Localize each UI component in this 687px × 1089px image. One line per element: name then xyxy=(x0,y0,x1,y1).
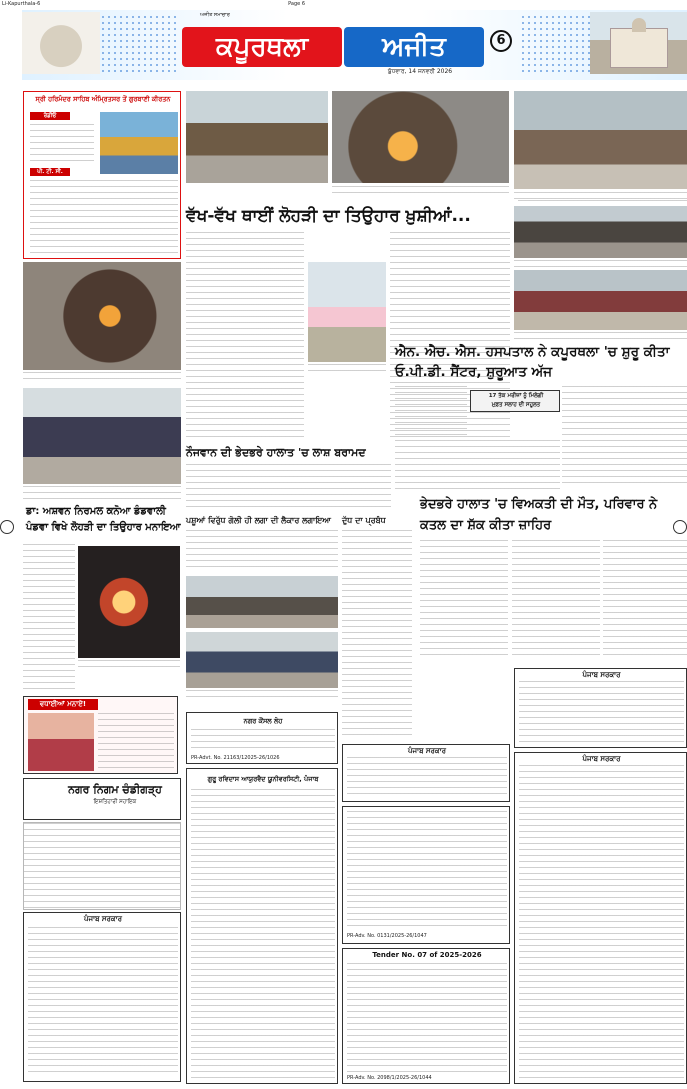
birds-text xyxy=(186,530,338,572)
women-group-photo xyxy=(514,270,687,330)
radio-label: ਰੇਡੀਓ xyxy=(30,112,70,120)
punjab-govt-title-mid: ਪੰਜਾਬ ਸਰਕਾਰ xyxy=(407,747,446,755)
girls-group-photo xyxy=(23,388,181,484)
caption-child xyxy=(308,364,386,374)
nagar-council-title: ਨਗਰ ਕੌਂਸਲ ਲੋਹ xyxy=(243,717,283,725)
caption-school xyxy=(78,660,180,670)
university-notice xyxy=(186,768,338,1084)
couple-photo xyxy=(28,713,94,771)
lohri-photo-3 xyxy=(514,91,687,189)
masthead-date: ਬੁੱਧਵਾਰ, 14 ਜਨਵਰੀ 2026 xyxy=(387,68,453,75)
birds-headline: ਪਸ਼ੂਆਂ ਵਿਰੁੱਧ ਗੋਲੀ ਹੀ ਲਗਾ ਦੀ ਲੈਕਾਰ ਲਗਾਇਆ xyxy=(186,516,331,525)
pr-adv-3: PR-Adv. No. 2098/1/2025-26/1044 xyxy=(347,1075,432,1081)
lohri-photo-1 xyxy=(186,91,328,183)
crop-mark-right xyxy=(673,520,687,534)
death-text-2 xyxy=(512,540,600,660)
hospital-text-3 xyxy=(395,440,560,492)
tender-title: Tender No. 07 of 2025-2026 xyxy=(372,951,482,959)
punjab-govt-title-left: ਪੰਜਾਬ ਸਰਕਾਰ xyxy=(83,915,122,923)
body-article-text xyxy=(186,464,391,512)
caption-middle xyxy=(186,690,338,700)
punjab-govt-notice-right-1 xyxy=(514,668,687,748)
inset-line-2: ਮੁਫ਼ਤ ਸਲਾਹ ਦੀ ਸਹੂਲਤ xyxy=(491,402,541,408)
punjab-govt-notice-right-2 xyxy=(514,752,687,1084)
gurbani-title: ਸ੍ਰੀ ਹਰਿਮੰਦਰ ਸਾਹਿਬ ਅੰਮ੍ਰਿਤਸਰ ਤੋਂ ਗੁਰਬਾਣੀ ਕੀਰਤਨ xyxy=(35,95,171,103)
print-strip-right: Page 6 xyxy=(288,1,305,7)
pwd-text xyxy=(347,811,507,929)
hospital-text-1 xyxy=(395,386,467,436)
school-bonfire-photo xyxy=(78,546,180,658)
pwd-notice xyxy=(342,806,510,944)
caption-girls xyxy=(23,486,181,500)
right-notice-text-2 xyxy=(519,765,684,1081)
nagar-nigam-sub: ਇਸ਼ਤਿਹਾਰੀ ਸਹਾਇਕ xyxy=(93,799,137,805)
nagar-nigam-title: ਨਗਰ ਨਿਗਮ ਚੰਡੀਗੜ੍ਹ xyxy=(68,783,162,796)
caption-3 xyxy=(514,192,687,200)
heritage-building-photo xyxy=(590,12,687,74)
hospital-headline: ਐਨ. ਐਚ. ਐਸ. ਹਸਪਤਾਲ ਨੇ ਕਪੂਰਥਲਾ 'ਚ ਸ਼ੁਰੂ ਕੀਤਾ ਓ.ਪੀ.ਡੀ. ਸੈਂਟਰ, ਸ਼ੁਰੂਆਤ ਅੱਜ xyxy=(395,344,670,380)
main-headline: ਵੱਖ-ਵੱਖ ਥਾਈਂ ਲੋਹੜੀ ਦਾ ਤਿਉਹਾਰ ਖ਼ੁਸ਼ੀਆਂ... xyxy=(186,206,471,226)
page-number: 6 xyxy=(490,30,512,52)
decor-left xyxy=(100,14,180,76)
nagar-council-notice xyxy=(186,712,338,764)
caption-2 xyxy=(332,186,509,198)
school-text-1 xyxy=(23,544,75,694)
group-photo-right xyxy=(514,206,687,258)
lohri-photo-2 xyxy=(332,91,509,183)
nagar-nigam-body xyxy=(23,822,181,910)
hospital-text-2 xyxy=(562,386,687,486)
punjab-govt-title-right-1: ਪੰਜਾਬ ਸਰਕਾਰ xyxy=(582,671,621,679)
group-photo-middle-2 xyxy=(186,632,338,688)
caption-bonfire xyxy=(23,372,181,384)
gurbani-text-1 xyxy=(30,124,94,164)
paper-logo-kapurthala: ਕਪੂਰਥਲਾ xyxy=(182,27,342,67)
golden-temple-photo xyxy=(100,112,178,174)
print-strip-left: Li-Kapurthala-6 xyxy=(2,1,41,7)
punjab-govt-title-right-2: ਪੰਜਾਬ ਸਰਕਾਰ xyxy=(582,755,621,763)
school-headline: ਡਾ: ਅਸ਼ਵਨ ਨਿਰਮਲ ਕਨੋਆ ਡੰਡਵਾਲੀ ਪੰਡਵਾ ਵਿਖੇ ਲੋਹੜੀ ਦਾ ਤਿਉਹਾਰ ਮਨਾਇਆ xyxy=(26,506,181,533)
child-kite-photo xyxy=(308,262,386,362)
pr-adv-2: PR-Adv. No. 0131/2025-26/1047 xyxy=(347,933,427,939)
body-headline: ਨੌਜਵਾਨ ਦੀ ਭੇਦਭਰੇ ਹਾਲਾਤ 'ਚ ਲਾਸ਼ ਬਰਾਮਦ xyxy=(186,446,366,459)
death-text-1 xyxy=(420,540,508,660)
death-text-3 xyxy=(603,540,687,660)
university-text xyxy=(191,789,335,1079)
punjab-govt-notice-left xyxy=(23,912,181,1082)
nagar-council-text xyxy=(191,729,335,753)
paper-logo-ajit: ਅਜੀਤ xyxy=(344,27,484,67)
inset-line-1: 17 ਤੱਕ ਮਰੀਜ਼ਾਂ ਨੂੰ ਮਿਲੇਗੀ xyxy=(488,393,544,399)
punjab-govt-notice-mid xyxy=(342,744,510,802)
ptc-label: ਪੀ. ਟੀ. ਸੀ. xyxy=(30,168,70,176)
caption-right-mid xyxy=(514,260,687,268)
bonfire-photo xyxy=(23,262,181,370)
caption-women xyxy=(514,332,687,340)
tender-notice xyxy=(342,948,510,1084)
nagar-nigam-notice xyxy=(23,778,181,820)
birthday-text xyxy=(98,713,174,771)
milk-headline: ਦੁੱਧ ਦਾ ਪ੍ਰਬੰਧ xyxy=(342,516,386,525)
article-lohri-text-1 xyxy=(186,232,304,440)
decor-right xyxy=(520,14,590,76)
punjab-notice-text-left xyxy=(28,927,178,1077)
birthday-title: ਵਧਾਈਆਂ ਮਨਾਏ! xyxy=(28,699,98,710)
milk-text xyxy=(342,530,412,740)
temple-photo-left xyxy=(22,12,100,74)
hospital-inset xyxy=(470,390,560,412)
crop-mark-left xyxy=(0,520,14,534)
group-photo-middle-1 xyxy=(186,576,338,628)
gurbani-notice xyxy=(23,91,181,259)
university-title: ਗੁਰੂ ਰਵਿਦਾਸ ਆਯੁਰਵੈਦ ਯੂਨੀਵਰਸਿਟੀ, ਪੰਜਾਬ xyxy=(207,775,319,783)
gurbani-text-2 xyxy=(30,180,178,254)
right-notice-text-1 xyxy=(519,681,684,745)
caption-1 xyxy=(186,186,328,198)
birthday-box xyxy=(23,696,178,774)
tag-small: ਅਜੀਤ ਸਮਾਚਾਰ xyxy=(200,12,230,18)
tender-text xyxy=(347,963,507,1073)
death-headline: ਭੇਦਭਰੇ ਹਾਲਾਤ 'ਚ ਵਿਅਕਤੀ ਦੀ ਮੌਤ, ਪਰਿਵਾਰ ਨੇ ਕਤਲ ਦਾ ਸ਼ੱਕ ਕੀਤਾ ਜ਼ਾਹਿਰ xyxy=(420,497,658,533)
punjab-mid-text xyxy=(347,757,507,799)
pr-adv-1: PR-Advt. No. 21163/12025-26/1026 xyxy=(191,755,280,761)
